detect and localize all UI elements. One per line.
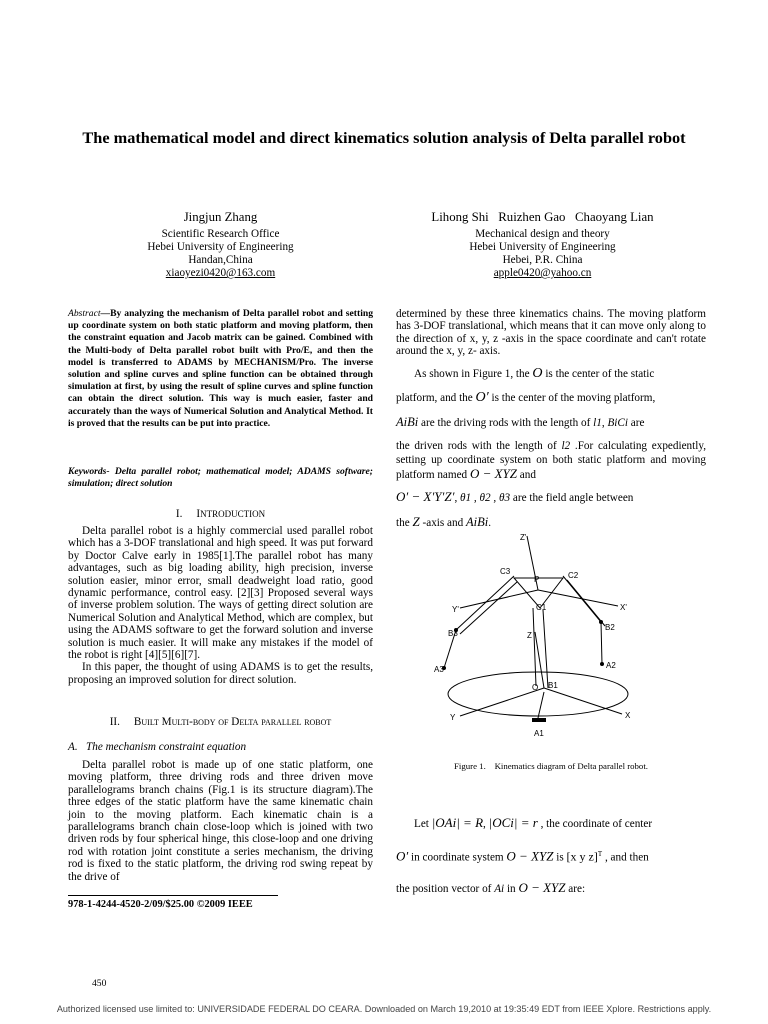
label-x: X: [625, 711, 631, 720]
license-banner: Authorized licensed use limited to: UNIVERSIDADE FEDERAL DO CEARA. Downloaded on March 19,2010 at 19:35:49 EDT from IEEE Xplore. Restrictions apply.: [56, 1004, 712, 1014]
math-theta: θ1 , θ2 , θ3: [460, 491, 511, 504]
math-Z: Z: [412, 514, 420, 530]
x-axis: [544, 688, 622, 714]
label-b3: B3: [448, 629, 458, 638]
math-O-XYZ: O − XYZ: [469, 465, 517, 481]
text-fragment: is the center of the static: [545, 368, 655, 380]
section-heading-introduction: [68, 508, 373, 520]
intro-paragraph-1: Delta parallel robot is a highly commercial used parallel robot which has a 3-DOF translational and high speed. It was put forward by Doctor Calve early in 1985[1].The parallel robot has many advantages, such as big loading ability, high precision, inverse solution easier, minor error, small deadweight load ratio, good dynamic performance, control easy. [2][3] Proposed several ways of inverse problem solution. The ways of getting direct solution are Numerical Solution and Analytical Method, which are complex, but using the ADAMS software to get the forward solution and inverse solution is much easier. It will make any mistakes if the model of the robot is right [4][5][6][7].: [68, 525, 373, 662]
abstract: [68, 308, 373, 430]
math-OCi: |OCi| = r: [488, 815, 538, 830]
isbn-footnote: 978-1-4244-4520-2/09/$25.00 ©2009 IEEE: [68, 899, 253, 910]
label-o: O: [532, 683, 539, 692]
author-dept: Scientific Research Office: [161, 228, 280, 240]
text-fragment: the driven rods with the length of: [396, 439, 557, 452]
section-number: I.: [175, 508, 183, 520]
driven-rod: [533, 608, 536, 686]
transpose-mark: T: [597, 850, 603, 858]
label-c3: C3: [500, 567, 511, 576]
label-a2: A2: [606, 661, 616, 670]
driven-rod: [456, 576, 514, 630]
x-prime-axis: [538, 590, 618, 606]
author-name: Lihong Shi Ruizhen Gao Chaoyang Lian: [431, 210, 654, 224]
section2a-body: [68, 759, 373, 883]
text-fragment: -axis and: [422, 517, 464, 530]
math-O-XYZ: O − XYZ: [506, 848, 554, 864]
intro-body: [68, 525, 373, 686]
math-O-prime: O′: [475, 390, 489, 406]
text-fragment: the: [396, 517, 410, 530]
text-fragment: are:: [568, 882, 586, 895]
math-Ai: Ai: [494, 882, 505, 895]
text-fragment: in coordinate system: [411, 851, 504, 864]
joint-marker: [599, 620, 603, 624]
text-fragment: are the field angle between: [512, 491, 634, 504]
author-city: Hebei, P.R. China: [502, 254, 583, 266]
math-OAi: |OAi| = R: [431, 815, 484, 830]
driven-rod: [567, 580, 605, 626]
label-x-prime: X': [620, 603, 627, 612]
math-AiBi: AiBi: [466, 515, 489, 530]
math-l2: l2: [561, 439, 571, 452]
intro-paragraph-2: In this paper, the thought of using ADAMS is to get the results, proposing an improved solution for direct solution.: [68, 661, 373, 686]
coordinate-vector: [x y z]: [566, 849, 598, 864]
author-email: xiaoyezi0420@163.com: [165, 267, 276, 279]
author-name: Jingjun Zhang: [183, 210, 258, 224]
subsection-heading: A. The mechanism constraint equation: [68, 741, 247, 753]
footnote-rule: [68, 895, 278, 896]
driving-rod-1: [538, 692, 544, 718]
label-a3: A3: [434, 665, 444, 674]
math-O: O: [532, 366, 543, 381]
y-axis: [460, 688, 544, 716]
right-paragraph-2: As shown in Figure 1, the O is the center of the static platform, and the O′ is the center of the moving platform, AiBi are the driving rods with the length of l1, BiCi are the driven rods with the length of l2 .For calculating expediently, setting up coordinate system on both static platform and moving platform named O − XYZ and O′ − X′Y′Z′, θ1 , θ2 , θ3 are the field angle between the Z -axis and AiBi.: [396, 366, 707, 530]
label-z: Z: [527, 631, 532, 640]
label-c2: C2: [568, 571, 579, 580]
text-fragment: , the coordinate of center: [540, 818, 653, 830]
math-O-XYZ: O − XYZ: [518, 879, 566, 895]
math-AiBi: AiBi: [396, 414, 419, 429]
text-fragment: the position vector of: [396, 882, 492, 895]
text-fragment: As shown in Figure 1, the: [414, 368, 530, 380]
text-fragment: is the center of the moving platform,: [491, 392, 656, 405]
z-axis: [535, 632, 544, 688]
text-fragment: and: [519, 468, 536, 481]
abstract-label: Abstract: [68, 308, 101, 319]
page-number: 450: [92, 978, 107, 989]
author-email: apple0420@yahoo.cn: [493, 267, 592, 279]
author-org: Hebei University of Engineering: [469, 241, 616, 253]
text-fragment: are: [630, 416, 645, 429]
section-heading-multibody: [68, 716, 373, 728]
author-org: Hebei University of Engineering: [147, 241, 294, 253]
label-c1: C1: [536, 603, 547, 612]
keywords: Keywords- Delta parallel robot; mathematical model; ADAMS software; simulation; direct solution: [68, 466, 373, 490]
label-y: Y: [450, 713, 456, 722]
section-number: II.: [109, 716, 120, 728]
driven-rod: [563, 576, 601, 622]
section-title-rest: NTRODUCTION: [200, 509, 266, 519]
right-paragraph-3: Let |OAi| = R, |OCi| = r , the coordinate of center O′ in coordinate system O − XYZ is [x y z]$^T$ , and then the position vector of Ai in O − XYZ are:: [396, 815, 653, 895]
author-block-1: [68, 208, 373, 280]
math-O-prime-XYZ: O′ − X′Y′Z′: [396, 488, 455, 504]
section-title: Built Multi-body of Delta parallel robot: [133, 716, 332, 728]
author-block-2: [390, 208, 695, 280]
paper-title: The mathematical model and direct kinematics solution analysis of Delta parallel robot: [82, 128, 686, 147]
section2a-paragraph: Delta parallel robot is made up of one static platform, one moving platform, three driving rods and three driven move parallelograms branch chains (Fig.1 is its structure diagram).The three edges of the static platform have the same kinematic chain join to the moving platform. Each kinematic chain is a parallelograms branch chain close-loop which is joined with two driven rods by four spherical hinge, this close-loop and one driving rod with rotation joint constitute a series mechanism, the driving rod is fixed to the static platform, the driving rod swing repeat by the drive of: [68, 759, 373, 883]
kinematics-diagram: [420, 530, 650, 750]
abstract-text: —By analyzing the mechanism of Delta parallel robot and setting up coordinate system on both static platform and moving platform, then the constraint equation and Jacob matrix can be gained. Combined with the Multi-body of Delta parallel robot built with Pro/E, and then the model is transferred to ADAMS by MECHANISM/Pro. The inverse solution and spline curves and spline function can be obtained through simulation at first, by using the result of spline curves and spline function can obtain the direct solution. This way is much easier, faster and accurately than the ways of Numerical Solution and Analytical Method. It is proved that the results can be put into practice.: [68, 308, 373, 429]
label-y-prime: Y': [452, 605, 459, 614]
label-p: P: [534, 575, 540, 584]
joint-marker: [532, 718, 546, 722]
author-city: Handan,China: [188, 254, 253, 266]
static-platform-shape: [448, 672, 628, 716]
math-O-prime: O′: [396, 848, 409, 864]
joint-marker: [600, 662, 604, 666]
math-l1: l1: [593, 416, 602, 429]
driven-rod: [460, 582, 517, 634]
text-fragment: .For calculating expediently, setting up coordinate system on both static platform and moving platform named: [396, 439, 707, 481]
driven-rod: [543, 610, 548, 688]
label-b2: B2: [605, 623, 615, 632]
label-a1: A1: [534, 729, 544, 738]
author-dept: Mechanical design and theory: [475, 228, 610, 240]
right-paragraph-1: determined by these three kinematics chains. The moving platform has 3-DOF translational, which means that it can move only along to the direction of x, y, z -axis in the space coordinate and can't rotate around the x, y, z- axis.: [396, 308, 706, 358]
text-fragment: Let: [414, 818, 429, 830]
text-fragment: are the driving rods with the length of: [421, 416, 591, 429]
text-fragment: , and then: [604, 851, 649, 864]
label-z-prime: Z': [520, 533, 527, 542]
section-title-cap: I: [196, 508, 201, 520]
text-fragment: platform, and the: [396, 392, 473, 405]
driving-rod-2: [601, 622, 602, 664]
text-fragment: in: [506, 882, 516, 895]
text-fragment: is: [556, 851, 564, 864]
figure-caption: Figure 1. Kinematics diagram of Delta parallel robot.: [454, 761, 648, 771]
math-BiCi: BiCi: [607, 416, 628, 429]
label-b1: B1: [548, 681, 558, 690]
